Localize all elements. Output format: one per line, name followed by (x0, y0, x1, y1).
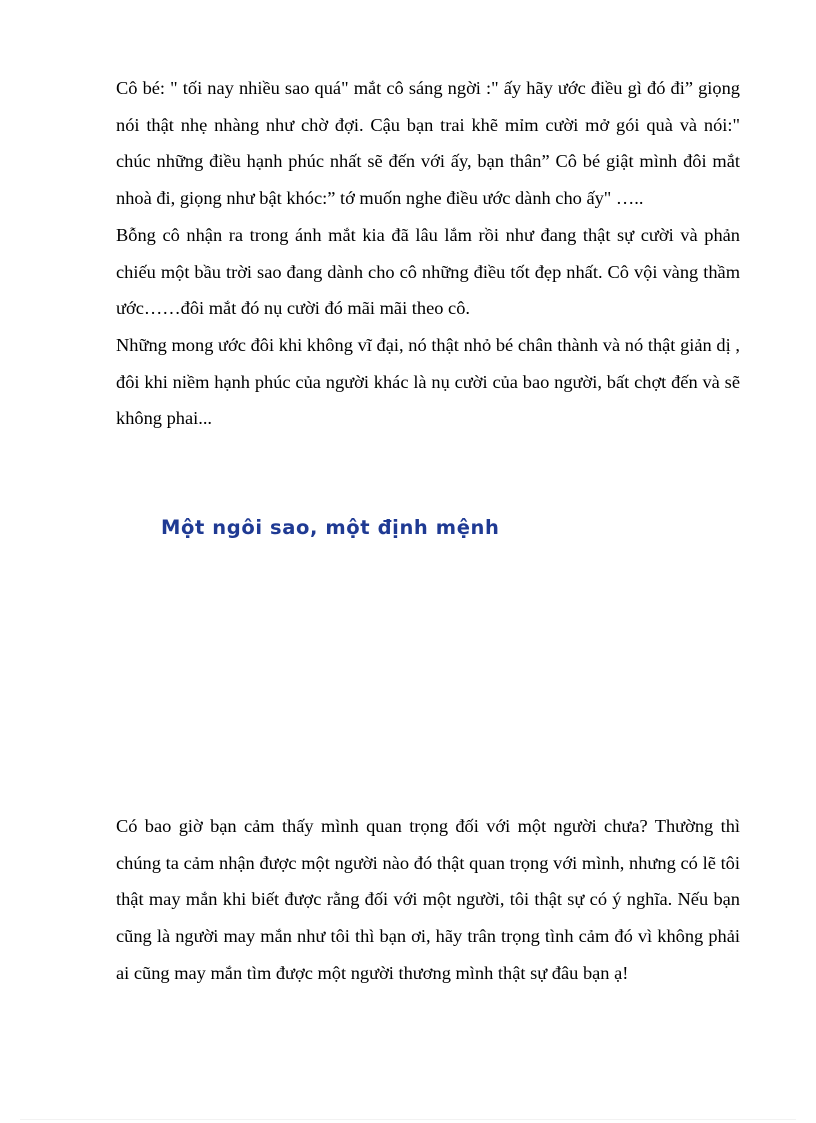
story-paragraph-1: Cô bé: " tối nay nhiều sao quá" mắt cô sáng ngời :" ấy hãy ước điều gì đó đi” giọng nói thật nhẹ nhàng như chờ đợi. Cậu bạn trai khẽ mỉm cười mở gói quà và nói:" chúc những điều hạnh phúc nhất sẽ đến với ấy, bạn thân” Cô bé giật mình đôi mắt nhoà đi, giọng như bật khóc:” tớ muốn nghe điều ước dành cho ấy" ….. (116, 78, 740, 209)
story-text-section (116, 70, 740, 437)
essay-text-section (116, 808, 740, 992)
section-heading: Một ngôi sao, một định mệnh (161, 516, 500, 539)
page-bottom-edge (20, 1119, 796, 1120)
story-paragraph-2: Bỗng cô nhận ra trong ánh mắt kia đã lâu lắm rồi như đang thật sự cười và phản chiếu một bầu trời sao đang dành cho cô những điều tốt đẹp nhất. Cô vội vàng thầm ước……đôi mắt đó nụ cười đó mãi mãi theo cô. (116, 224, 740, 319)
story-paragraph-3: Những mong ước đôi khi không vĩ đại, nó thật nhỏ bé chân thành và nó thật giản dị , đôi khi niềm hạnh phúc của người khác là nụ cười của bao người, bất chợt đến và sẽ không phai... (116, 334, 740, 429)
essay-paragraph-1: Có bao giờ bạn cảm thấy mình quan trọng đối với một người chưa? Thường thì chúng ta cảm nhận được một người nào đó thật quan trọng với mình, nhưng có lẽ tôi thật may mắn khi biết được rằng đối với một người, tôi thật sự có ý nghĩa. Nếu bạn cũng là người may mắn như tôi thì bạn ơi, hãy trân trọng tình cảm đó vì không phải ai cũng may mắn tìm được một người thương mình thật sự đâu bạn ạ! (116, 816, 740, 983)
